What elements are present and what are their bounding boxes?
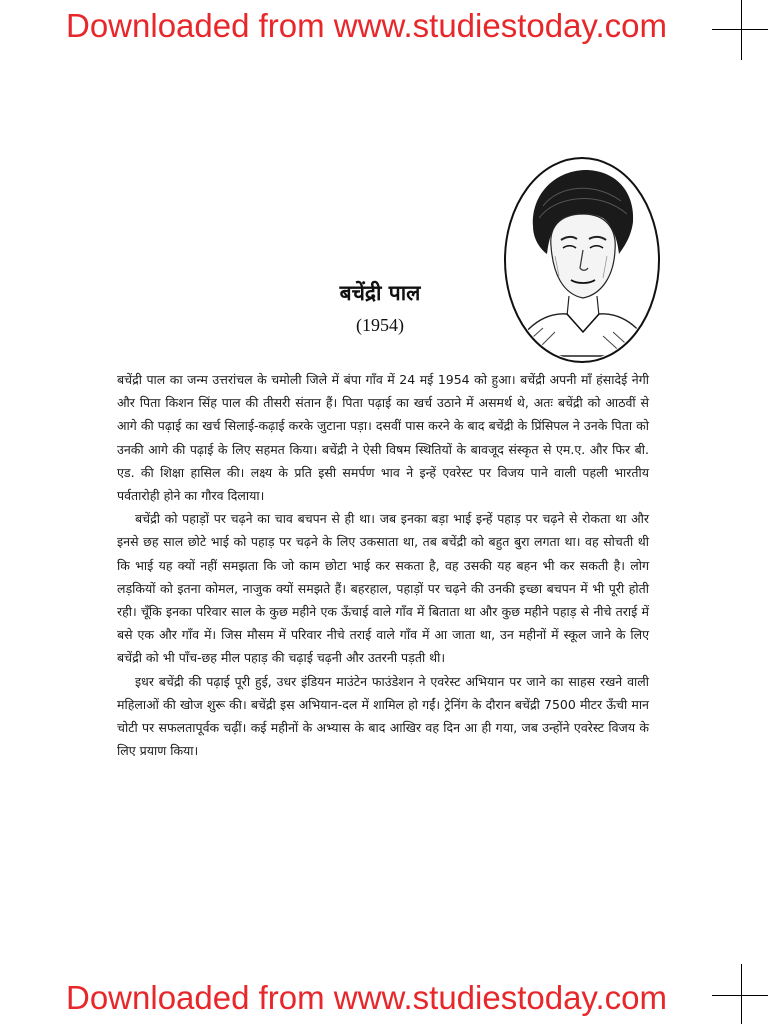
paragraph-3: इधर बचेंद्री की पढ़ाई पूरी हुई, उधर इंडियन माउंटेन फाउंडेशन ने एवरेस्ट अभियान पर जाने का साहस रखने वाली महिलाओं की खोज शुरू की। बचेंद्री इस अभियान-दल में शामिल हो गईं। ट्रेनिंग के दौरान बचेंद्री 7500 मीटर ऊँची मान चोटी पर सफलतापूर्वक चढ़ीं। कई महीनों के अभ्यास के बाद आखिर वह दिन आ ही गया, जब उन्होंने एवरेस्ट विजय के लिए प्रयाण किया। (117, 673, 649, 759)
paragraph-1: बचेंद्री पाल का जन्म उत्तरांचल के चमोली जिले में बंपा गाँव में 24 मई 1954 को हुआ। बचेंद्री अपनी माँ हंसादेई नेगी और पिता किशन सिंह पाल की तीसरी संतान हैं। पिता पढ़ाई का खर्च उठाने में असमर्थ थे, अतः बचेंद्री को आठवीं से आगे की पढ़ाई का खर्च सिलाई-कढ़ाई करके जुटाना पड़ा। दसवीं पास करने के बाद बचेंद्री के प्रिंसिपल ने उनके पिता को उनकी आगे की पढ़ाई के लिए सहमत किया। बचेंद्री ने ऐसी विषम स्थितियों के बावजूद संस्कृत से एम.ए. और फिर बी. एड. की शिक्षा हासिल की। लक्ष्य के प्रति इसी समर्पण भाव ने इन्हें एवरेस्ट पर विजय पाने वाली पहली भारतीय पर्वतारोही होने का गौरव दिलाया। (117, 372, 649, 504)
crop-mark-top-horizontal (712, 29, 768, 30)
crop-mark-top-vertical (741, 0, 742, 60)
crop-mark-bottom-horizontal (712, 995, 768, 996)
watermark-top: Downloaded from www.studiestoday.com (66, 7, 667, 44)
watermark-bottom: Downloaded from www.studiestoday.com (66, 979, 667, 1016)
portrait-illustration (503, 156, 661, 364)
article-year: (1954) (356, 315, 404, 335)
paragraph-2: बचेंद्री को पहाड़ों पर चढ़ने का चाव बचपन से ही था। जब इनका बड़ा भाई इन्हें पहाड़ पर चढ़ने से रोकता था और इनसे छह साल छोटे भाई को पहाड़ पर चढ़ने के लिए उकसाता था, तब बचेंद्री को बहुत बुरा लगता था। वह सोचती थी कि भाई यह क्यों नहीं समझता कि जो काम छोटा भाई कर सकता है, वह उसकी यह बहन भी कर सकती है। लोग लड़कियों को इतना कोमल, नाजुक क्यों समझते हैं। बहरहाल, पहाड़ों पर चढ़ने की उनकी इच्छा बचपन में भी पूरी होती रही। चूँकि इनका परिवार साल के कुछ महीने एक ऊँचाई वाले गाँव में बिताता था और कुछ महीने पहाड़ से नीचे तराई में बसे एक और गाँव में। जिस मौसम में परिवार नीचे तराई वाले गाँव में आ जाता था, उन महीनों में स्कूल जाने के लिए बचेंद्री को भी पाँच-छह मील पहाड़ की चढ़ाई चढ़नी और उतरनी पड़ती थी। (117, 511, 649, 666)
article-body (117, 368, 649, 762)
crop-mark-bottom-vertical (741, 964, 742, 1024)
article-title: बचेंद्री पाल (339, 281, 421, 305)
